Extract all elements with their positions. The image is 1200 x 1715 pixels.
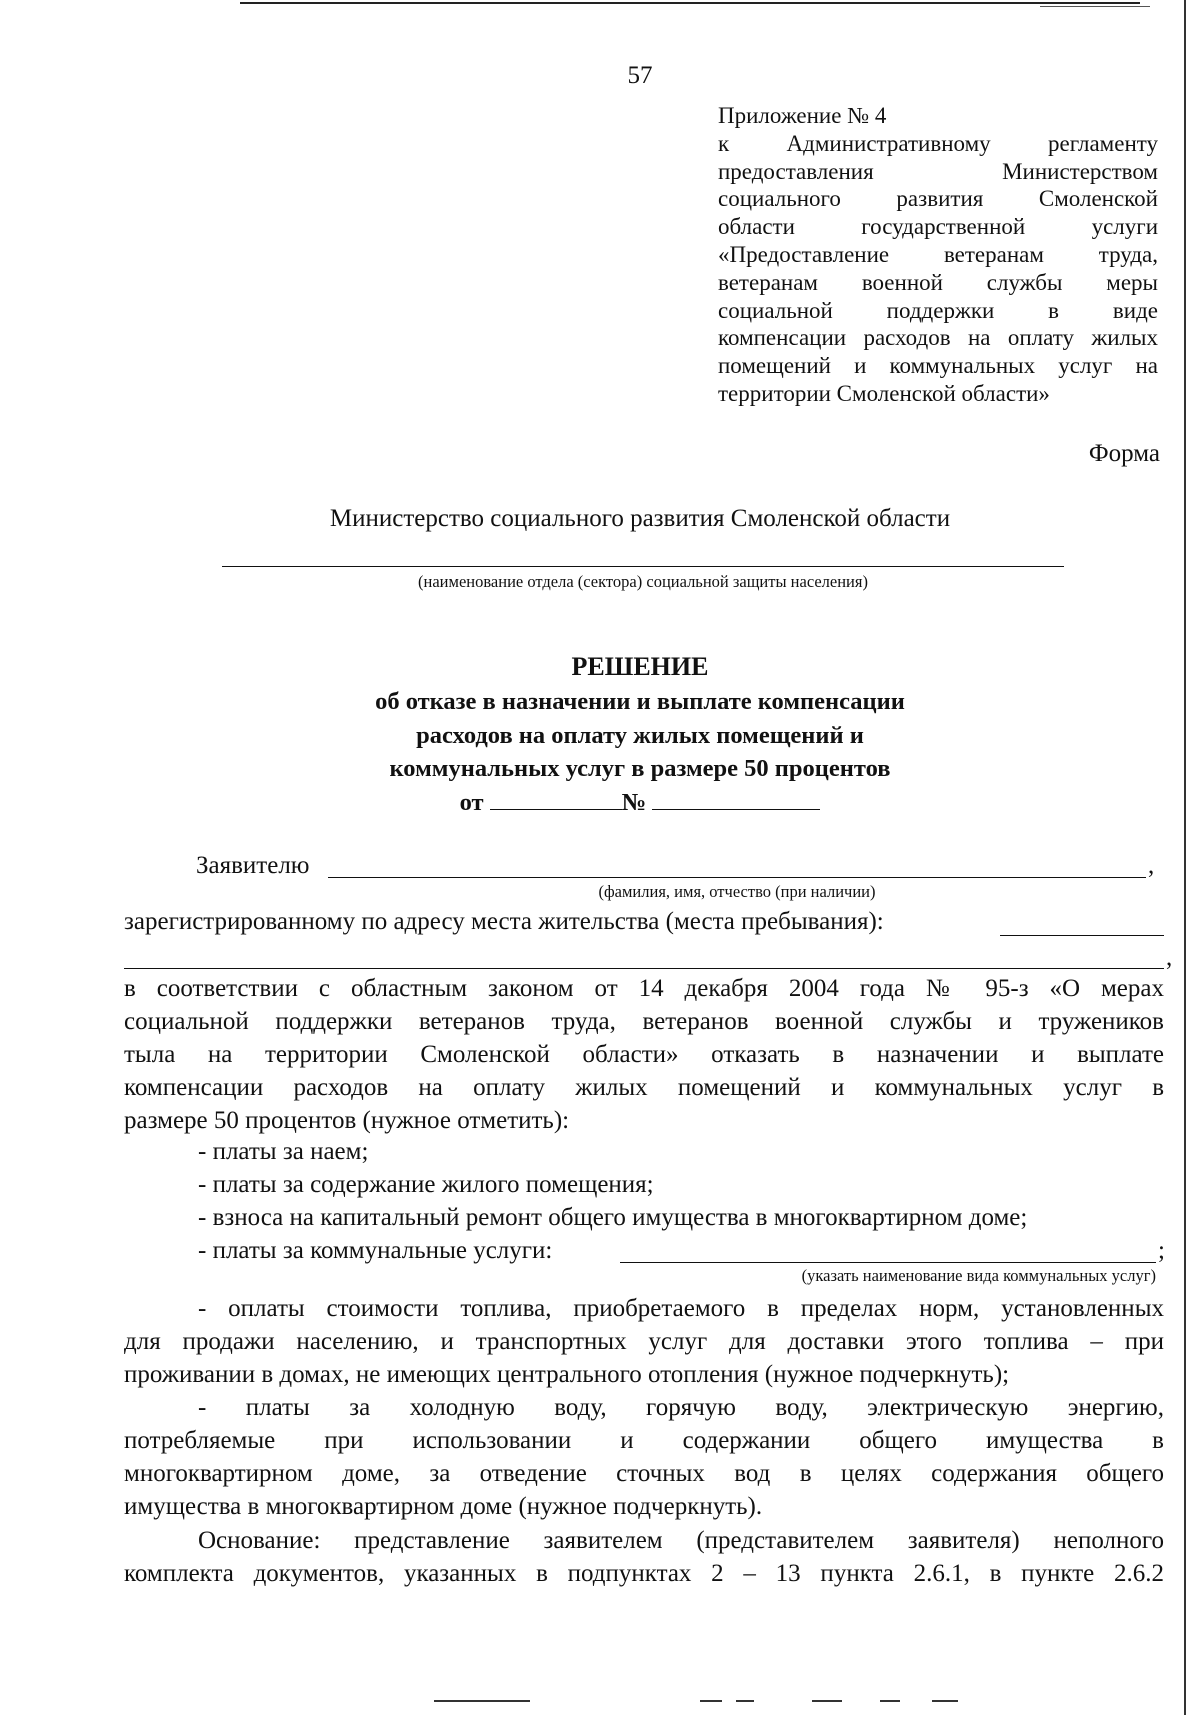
- scan-bottom-mark: [932, 1700, 958, 1702]
- applicant-label: Заявителю: [196, 852, 310, 879]
- utilities-caption: (указать наименование вида коммунальных услуг): [801, 1266, 1156, 1285]
- annex-line: Приложение № 4: [718, 103, 887, 128]
- address-field-start[interactable]: [1000, 935, 1164, 936]
- annex-line: компенсации расходов на оплату жилых: [718, 325, 1158, 351]
- decision-number-field[interactable]: [652, 789, 820, 810]
- decision-subtitle-line: об отказе в назначении и выплате компенсации: [375, 688, 905, 715]
- scan-bottom-mark: [736, 1700, 754, 1702]
- scan-top-border-mark: [1040, 6, 1150, 7]
- paragraph-line: - платы за холодную воду, горячую воду, электрическую энергию,: [198, 1394, 1164, 1421]
- annex-line: ветеранам военной службы меры: [718, 269, 1158, 295]
- list-item: - взноса на капитальный ремонт общего имущества в многоквартирном доме;: [198, 1204, 1028, 1231]
- address-field-line[interactable]: [124, 968, 1164, 969]
- paragraph-line: комплекта документов, указанных в подпунктах 2 – 13 пункта 2.6.1, в пункте 2.6.2: [124, 1560, 1164, 1587]
- scan-top-border: [240, 2, 1140, 4]
- list-item: - платы за наем;: [198, 1138, 369, 1165]
- annex-line: «Предоставление ветеранам труда,: [718, 241, 1158, 267]
- paragraph-line: компенсации расходов на оплату жилых помещений и коммунальных услуг в: [124, 1074, 1164, 1101]
- decision-date-number-row: [0, 789, 1200, 817]
- annex-line: области государственной услуги: [718, 214, 1158, 240]
- decision-subtitle-line: расходов на оплату жилых помещений и: [416, 722, 864, 749]
- scan-bottom-mark: [880, 1700, 900, 1702]
- paragraph-line: в соответствии с областным законом от 14 декабря 2004 года № 95-з «О мерах: [124, 975, 1164, 1002]
- scan-bottom-mark: [700, 1700, 722, 1702]
- annex-line: социальной поддержки в виде: [718, 297, 1158, 323]
- paragraph-line: социальной поддержки ветеранов труда, ветеранов военной службы и тружеников: [124, 1008, 1164, 1035]
- list-item: - платы за коммунальные услуги:: [198, 1237, 553, 1264]
- annex-line: социального развития Смоленской: [718, 186, 1158, 212]
- department-caption: (наименование отдела (сектора) социальной защиты населения): [418, 572, 868, 591]
- annex-block: [718, 102, 1158, 408]
- annex-line: предоставления Министерством: [718, 158, 1158, 184]
- page-number: 57: [627, 62, 653, 89]
- list-item: - платы за содержание жилого помещения;: [198, 1171, 654, 1198]
- decision-title: РЕШЕНИЕ: [571, 652, 709, 681]
- utilities-semicolon: ;: [1158, 1237, 1165, 1264]
- paragraph-line: - оплаты стоимости топлива, приобретаемого в пределах норм, установленных: [198, 1295, 1164, 1322]
- paragraph-line: потребляемые при использовании и содержании общего имущества в: [124, 1427, 1164, 1454]
- water-item: [124, 1391, 1164, 1523]
- paragraph-line: многоквартирном доме, за отведение сточных вод в целях содержания общего: [124, 1460, 1164, 1487]
- number-sign: №: [621, 789, 647, 816]
- scan-bottom-mark: [812, 1700, 842, 1702]
- paragraph-line: размере 50 процентов (нужное отметить):: [124, 1107, 570, 1134]
- date-prefix: от: [459, 789, 484, 816]
- address-label: зарегистрированному по адресу места жительства (места пребывания):: [124, 908, 884, 935]
- scan-right-border: [1184, 0, 1186, 1715]
- address-comma: ,: [1166, 944, 1173, 971]
- basis-paragraph: [124, 1524, 1164, 1590]
- fuel-item: [124, 1292, 1164, 1391]
- applicant-name-caption: (фамилия, имя, отчество (при наличии): [598, 882, 876, 901]
- legal-basis-paragraph: [124, 972, 1164, 1137]
- annex-line: территории Смоленской области»: [718, 380, 1050, 406]
- decision-date-field[interactable]: [490, 789, 622, 810]
- paragraph-line: проживании в домах, не имеющих центрального отопления (нужное подчеркнуть);: [124, 1361, 1010, 1388]
- applicant-comma: ,: [1148, 852, 1155, 879]
- decision-subtitle-line: коммунальных услуг в размере 50 процентов: [389, 755, 891, 782]
- form-label: Форма: [1088, 440, 1160, 467]
- department-blank-line[interactable]: [222, 566, 1064, 567]
- paragraph-line: Основание: представление заявителем (представителем заявителя) неполного: [198, 1527, 1164, 1554]
- scan-bottom-mark: [434, 1700, 530, 1702]
- paragraph-line: имущества в многоквартирном доме (нужное подчеркнуть).: [124, 1493, 763, 1520]
- ministry-name: Министерство социального развития Смоленской области: [329, 505, 951, 532]
- utilities-field[interactable]: [620, 1262, 1156, 1263]
- annex-line: помещений и коммунальных услуг на: [718, 353, 1158, 379]
- applicant-name-field[interactable]: [328, 877, 1146, 878]
- annex-line: к Административному регламенту: [718, 130, 1158, 156]
- paragraph-line: для продажи населению, и транспортных услуг для доставки этого топлива – при: [124, 1328, 1164, 1355]
- paragraph-line: тыла на территории Смоленской области» отказать в назначении и выплате: [124, 1041, 1164, 1068]
